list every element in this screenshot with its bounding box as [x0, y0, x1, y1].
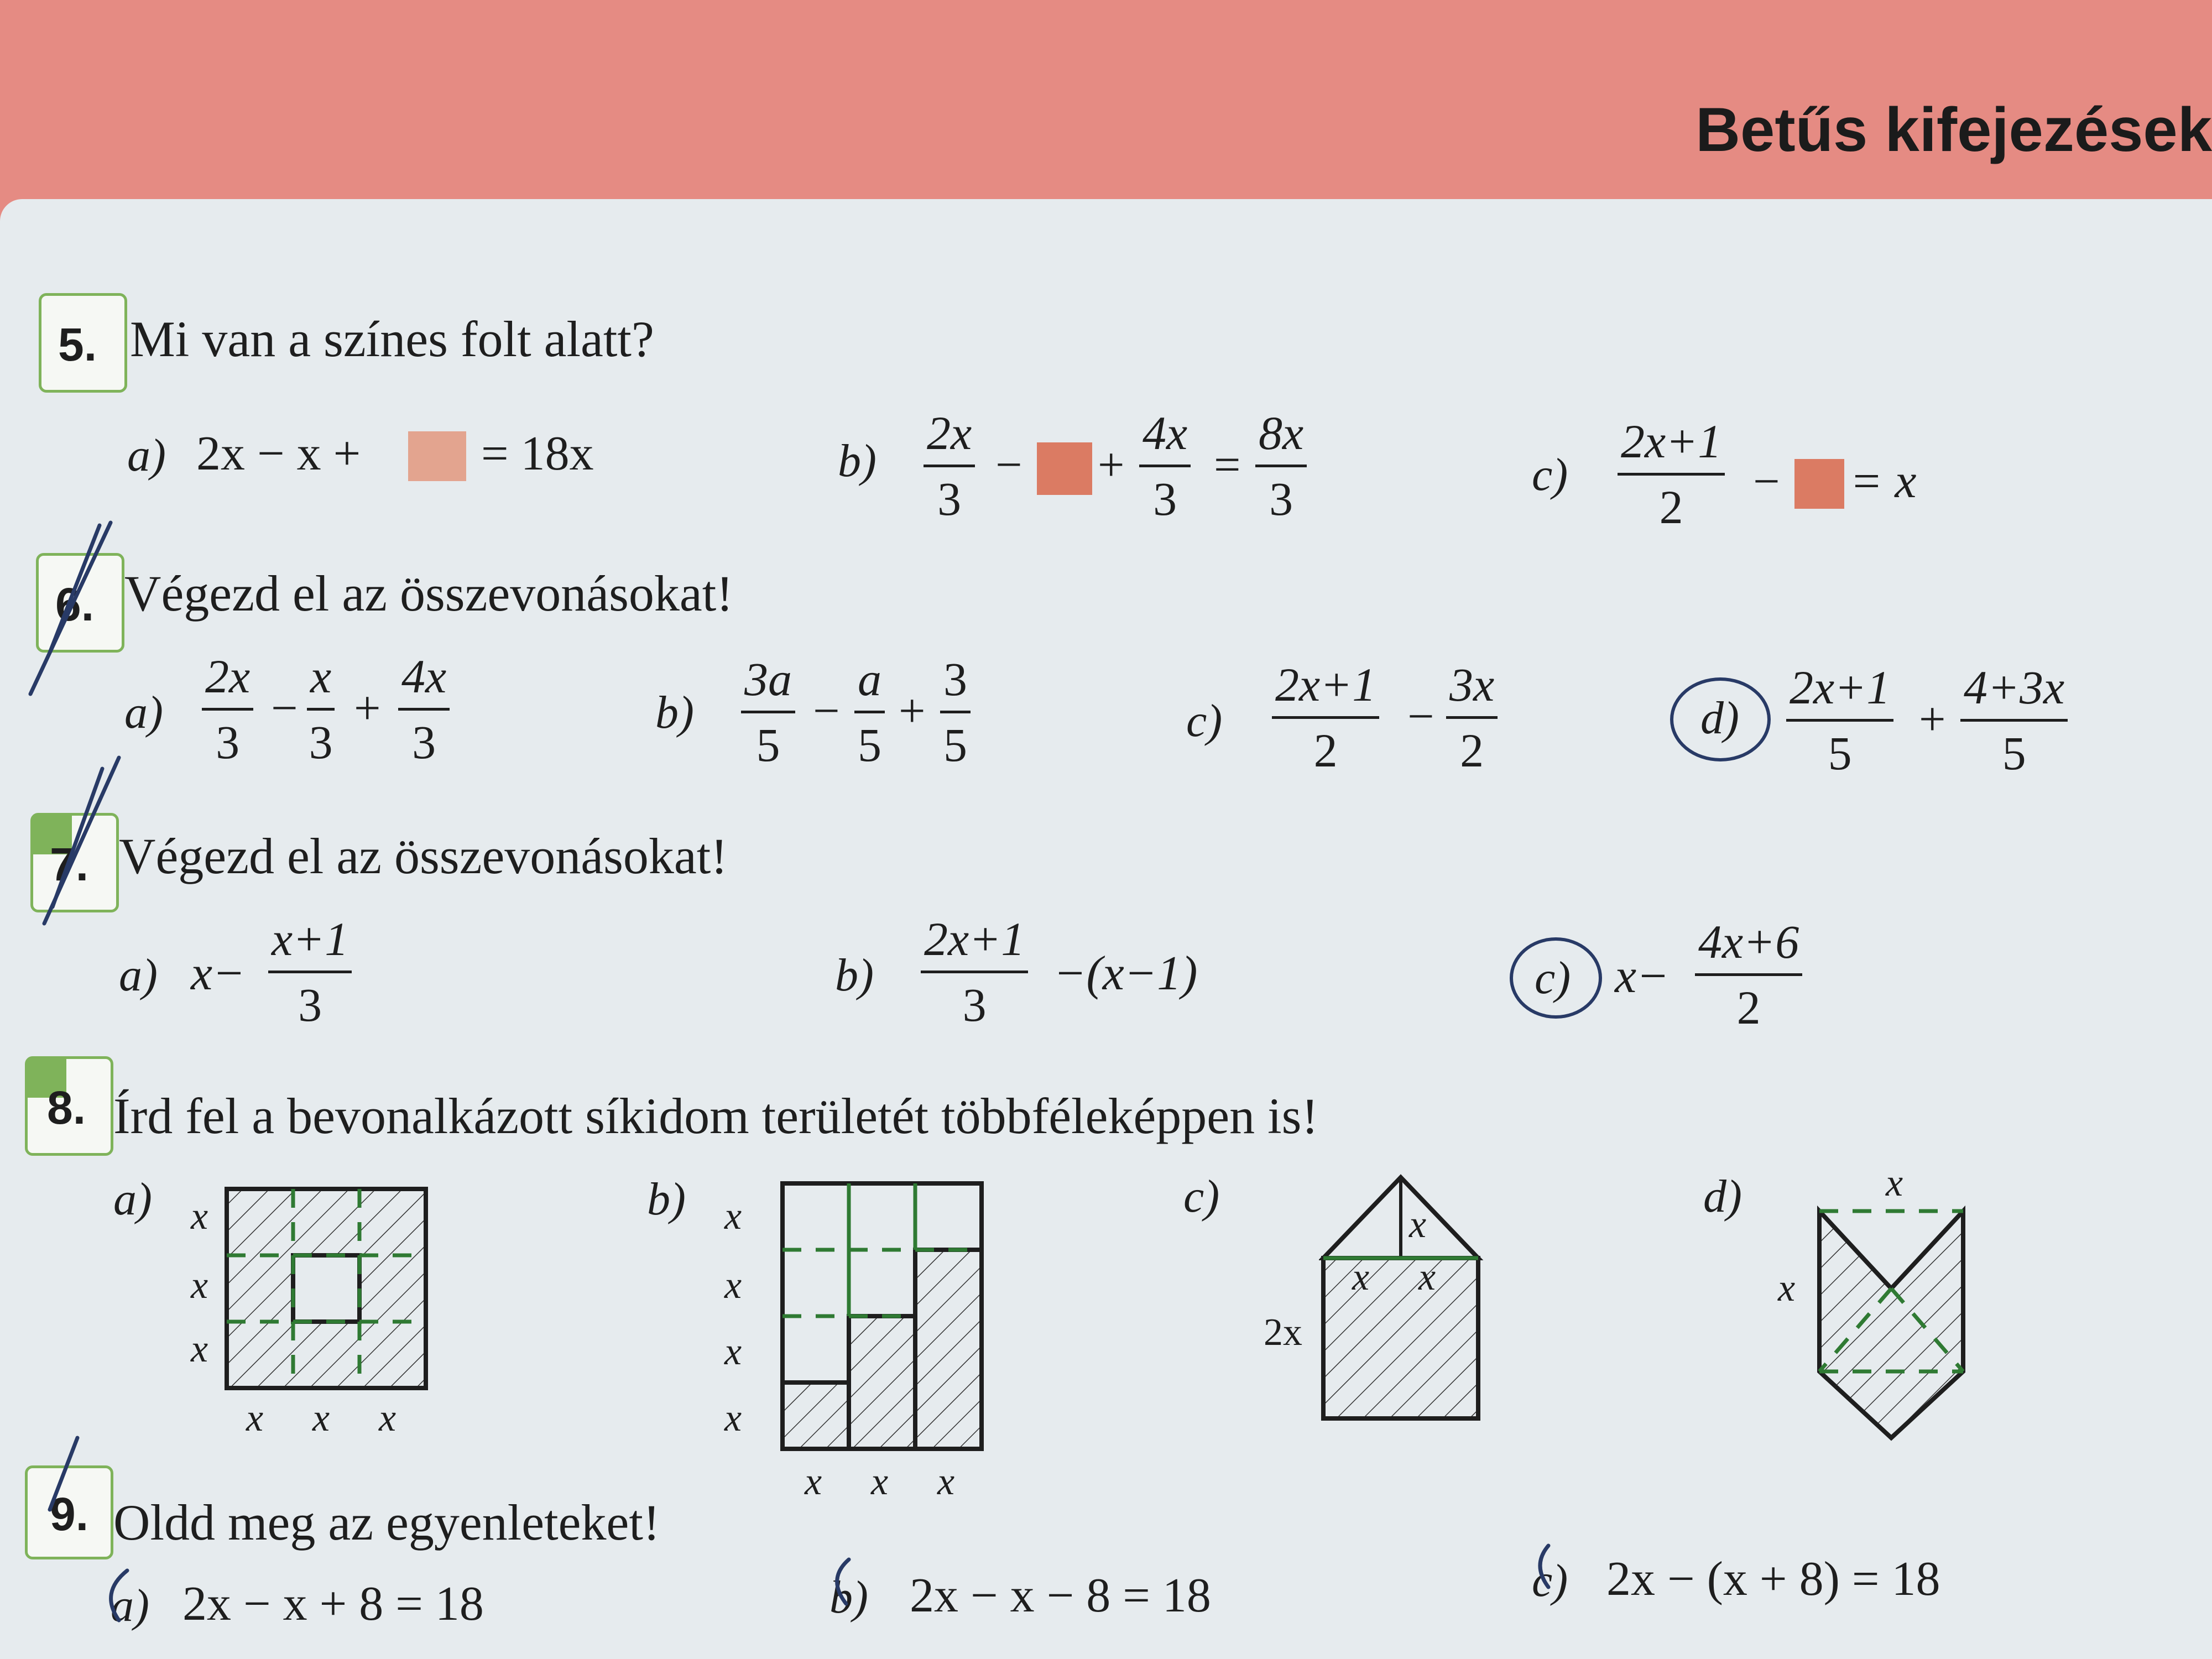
task-6a-label: a): [124, 687, 163, 738]
task-8d-x-left: x: [1778, 1267, 1796, 1310]
task-6d-f2-num: 4+3x: [1960, 664, 2068, 722]
task-8a-x-bottom-3: x: [379, 1397, 397, 1439]
task-8a-x-left-3: x: [191, 1328, 208, 1370]
task-6d-f2-den: 5: [2002, 727, 2026, 780]
task-8c-label: c): [1183, 1171, 1220, 1222]
task-5b-equals: =: [1214, 438, 1241, 491]
task-6-number: 6.: [55, 578, 95, 630]
task-6b-f2-den: 5: [858, 718, 881, 771]
task-5b-f3-num: 8x: [1255, 409, 1307, 467]
task-8c-x-top: x: [1409, 1203, 1427, 1246]
task-6c-f1-den: 2: [1313, 724, 1338, 777]
task-8c-x-base-left: x: [1352, 1256, 1370, 1298]
task-8b-x-bottom-1: x: [805, 1460, 822, 1503]
task-6-title: Végezd el az összevonásokat!: [124, 565, 733, 622]
task-9a-label: a): [111, 1580, 149, 1631]
task-7b-den: 3: [962, 978, 987, 1031]
task-9c-label: c): [1532, 1555, 1568, 1606]
task-5b-plus: +: [1098, 438, 1125, 491]
task-9b-equation: 2x − x − 8 = 18: [910, 1569, 1211, 1623]
task-6b-label: b): [655, 687, 694, 738]
task-5b-f1-num: 2x: [924, 409, 975, 467]
task-9a-equation: 2x − x + 8 = 18: [182, 1577, 484, 1631]
task-8b-x-left-2: x: [724, 1264, 742, 1307]
task-5c-minus: −: [1753, 455, 1780, 508]
task-6b-f1-num: 3a: [741, 655, 795, 713]
task-6a-op-2: +: [354, 681, 381, 734]
task-7-title: Végezd el az összevonásokat!: [119, 828, 728, 884]
task-7b-num: 2x+1: [921, 915, 1028, 973]
task-6a-op-1: −: [271, 681, 298, 734]
task-5b-f1-den: 3: [937, 472, 962, 525]
task-8a-x-bottom-2: x: [312, 1397, 330, 1439]
task-8b-x-left-4: x: [724, 1397, 742, 1439]
task-6d-label: d): [1700, 692, 1739, 744]
task-9c-equation: 2x − (x + 8) = 18: [1606, 1552, 1940, 1606]
task-5c-den: 2: [1659, 481, 1683, 534]
task-7c-pre: x−: [1615, 950, 1670, 1003]
task-5a-left: 2x − x +: [196, 427, 361, 481]
task-5c-tail: = x: [1850, 455, 1917, 508]
task-8a-x-bottom-1: x: [246, 1397, 264, 1439]
task-8d-x-top: x: [1886, 1162, 1903, 1204]
task-5b-f2-num: 4x: [1139, 409, 1191, 467]
task-5b-minus: −: [995, 438, 1022, 491]
task-7a-den: 3: [298, 978, 322, 1031]
task-6b-f3-num: 3: [940, 655, 971, 713]
task-5b-label: b): [838, 435, 877, 487]
task-8-number: 8.: [47, 1082, 86, 1134]
task-8b-x-left-1: x: [724, 1195, 742, 1238]
chapter-title: Betűs kifejezések: [1695, 95, 2212, 164]
task-8a-x-left-1: x: [191, 1195, 208, 1238]
task-9-number: 9.: [50, 1488, 89, 1540]
task-8b-x-bottom-3: x: [937, 1460, 955, 1503]
task-6c-f2-num: 3x: [1446, 661, 1498, 719]
task-5c-num: 2x+1: [1618, 418, 1725, 476]
task-8b-label: b): [647, 1173, 686, 1225]
task-6b-op-1: −: [813, 684, 840, 737]
task-6c-label: c): [1186, 695, 1223, 747]
task-6d-f1-den: 5: [1828, 727, 1852, 780]
task-6b-op-2: +: [899, 684, 926, 737]
task-6d-f1-num: 2x+1: [1786, 664, 1893, 722]
task-5c-label: c): [1532, 449, 1568, 500]
task-5-number: 5.: [58, 319, 97, 371]
task-8d-label: d): [1703, 1171, 1742, 1222]
task-7c-num: 4x+6: [1695, 918, 1802, 976]
task-6a-f3-num: 4x: [398, 653, 450, 711]
task-7c-label: c): [1535, 952, 1571, 1004]
task-8a-x-left-2: x: [191, 1264, 208, 1307]
task-7b-label: b): [835, 950, 874, 1001]
task-5b-f2-den: 3: [1153, 472, 1177, 525]
task-6d-op-1: +: [1919, 692, 1946, 745]
task-8-title: Írd fel a bevonalkázott síkidom területét többféleképpen is!: [113, 1088, 1319, 1144]
task-9b-label: b): [830, 1572, 868, 1623]
task-5a-label: a): [127, 430, 166, 481]
task-9-title: Oldd meg az egyenleteket!: [113, 1494, 660, 1551]
task-6a-f3-den: 3: [412, 716, 436, 769]
task-7-number: 7.: [50, 838, 89, 890]
task-8a-label: a): [113, 1173, 152, 1225]
task-8b-x-left-3: x: [724, 1331, 742, 1373]
task-6a-f2-num: x: [307, 653, 335, 711]
task-6b-f2-num: a: [854, 655, 885, 713]
task-5-title: Mi van a színes folt alatt?: [130, 311, 654, 367]
task-6b-f3-den: 5: [943, 718, 967, 771]
task-6a-f1-den: 3: [216, 716, 240, 769]
task-7a-pre: x−: [191, 947, 246, 1000]
task-5a-right: = 18x: [481, 427, 594, 481]
task-7b-post: −(x−1): [1053, 947, 1198, 1000]
task-8c-2x-side: 2x: [1264, 1311, 1302, 1354]
task-6c-op-1: −: [1407, 690, 1434, 743]
task-7c-den: 2: [1736, 981, 1761, 1034]
task-7a-label: a): [119, 950, 158, 1001]
task-6c-f1-num: 2x+1: [1272, 661, 1379, 719]
task-8b-x-bottom-2: x: [871, 1460, 889, 1503]
task-5b-f3-den: 3: [1269, 472, 1293, 525]
task-6b-f1-den: 5: [756, 718, 780, 771]
task-6a-f2-den: 3: [309, 716, 333, 769]
task-6c-f2-den: 2: [1460, 724, 1484, 777]
task-6a-f1-num: 2x: [202, 653, 253, 711]
task-7a-num: x+1: [268, 915, 352, 973]
task-8c-x-base-right: x: [1418, 1256, 1436, 1298]
